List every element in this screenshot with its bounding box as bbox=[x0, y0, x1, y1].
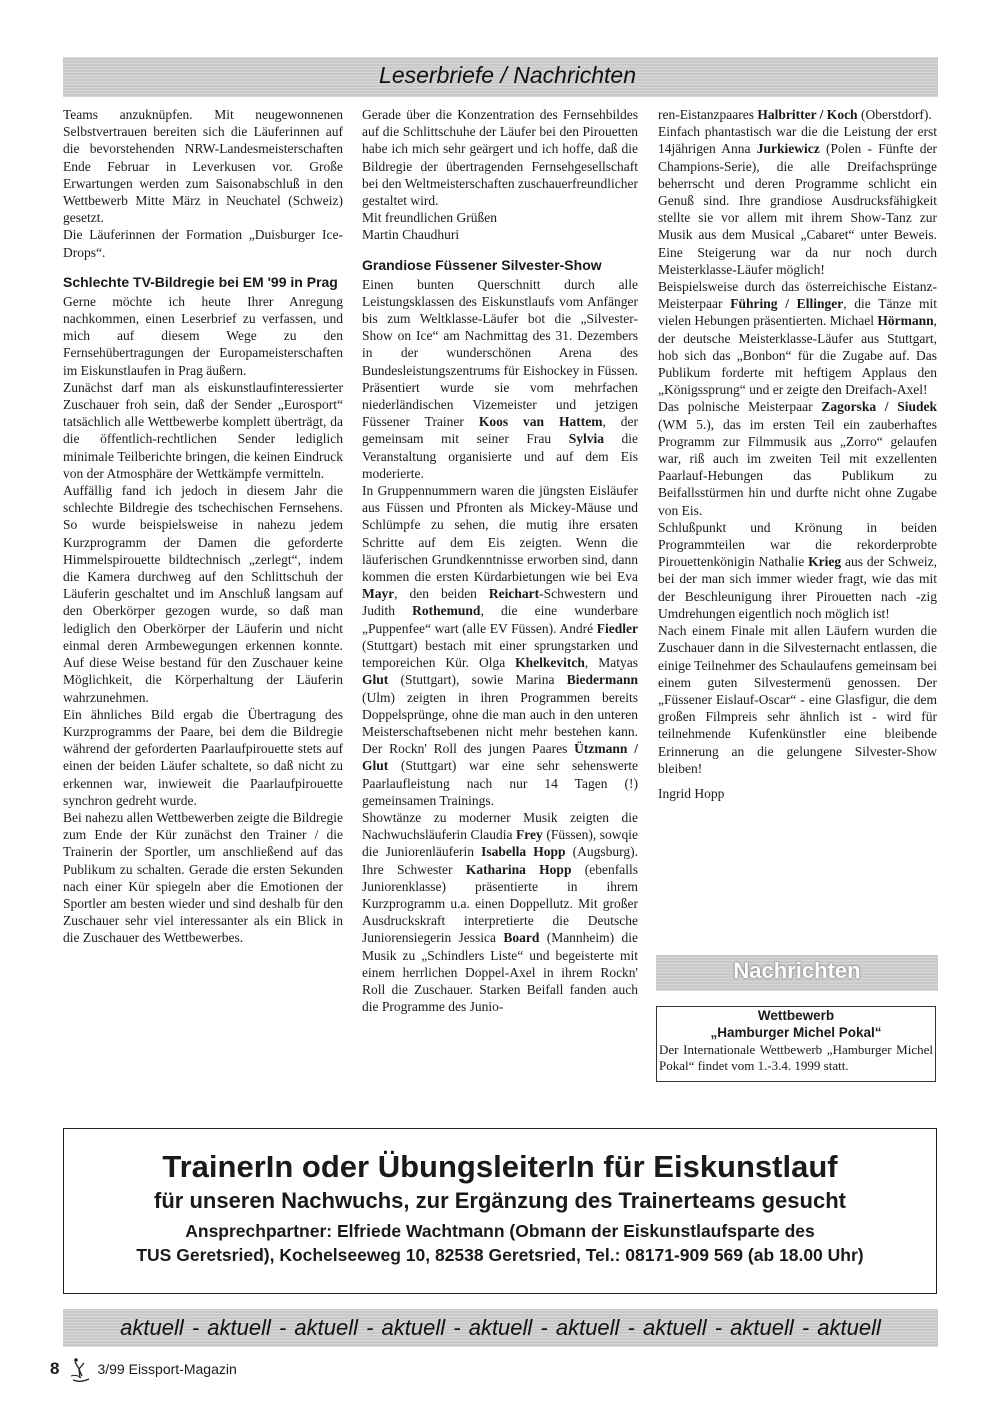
paragraph: Die Läuferinnen der Formation „Duisburger Ice-Drops“. bbox=[63, 227, 343, 260]
name-highlight: Zagorska / Siudek bbox=[821, 399, 937, 415]
ad-contact-line: Ansprechpartner: Elfriede Wachtmann (Obmann der Eiskunstlaufsparte des bbox=[185, 1221, 815, 1241]
name-highlight: Führing / Ellinger bbox=[730, 296, 844, 312]
news-text: Der Internationale Wettbewerb „Hamburger Michel Pokal“ findet vom 1.-3.4. 1999 statt. bbox=[659, 1042, 933, 1073]
name-highlight: Khelkevitch bbox=[515, 655, 585, 671]
paragraph: Das polnische Meisterpaar Zagorska / Siudek (WM 5.), das im ersten Teil ein zauberhaftes Programm zur Filmmusik aus „Zorro“ gelaufen war, riß auch im zweiten Teil mit exzellenten Paarlauf-Hebungen das Publikum zu Beifallsstürmen hin und durfte nicht ohne Zugabe von Eis. bbox=[658, 399, 937, 518]
letter-author: Martin Chaudhuri bbox=[362, 227, 460, 243]
paragraph: Gerade über die Konzentration des Fernsehbildes auf die Schlittschuhe der Läufer bei den Pirouetten habe ich mich sehr geärgert und ich hoffe, daß die Bildregie der übertragenden Fernsehgesellschaft bei den Weltmeisterschaften zuschauerfreundlicher gestaltet wird. bbox=[362, 107, 638, 209]
news-banner bbox=[656, 955, 938, 991]
ad-contact bbox=[64, 1219, 936, 1267]
paragraph: In Gruppennummern waren die jüngsten Eisläufer aus Füssen und Pfronten als Mickey-Mäuse und Schlümpfe zu sehen, die mutig ihre ersaten Schritte auf dem Eis zeigten. Wenn die läuferischen Grundkenntnisse erworben sind, dann kommen die ersten Kürdarbietungen wie bei Eva Mayr, den beiden Reichart-Schwestern und Judith Rothemund, die eine wunderbare „Puppenfee“ wart (alle EV Füssen). André Fiedler (Stuttgart) bestach mit einer sprungstarken und temporeichen Kür. Olga Khelkevitch, Matyas Glut (Stuttgart), sowie Marina Biedermann (Ulm) zeigten in ihren Programmen bereits Doppelsprünge, ohne die man auch in den unteren Meisterschaftsebenen nicht mehr bestehen kann. Der Rockn' Roll des jungen Paares Ützmann / Glut (Stuttgart) war eine sehr sehenswerte Paarlaufleistung nach nur 14 Tagen (!) gemeinsamen Trainings. bbox=[362, 483, 638, 808]
column-1 bbox=[63, 106, 343, 947]
name-highlight: Koos van Hattem bbox=[478, 414, 603, 430]
page-footer bbox=[50, 1354, 237, 1384]
ad-subtitle: für unseren Nachwuchs, zur Ergänzung des Trainerteams gesucht bbox=[154, 1188, 846, 1213]
section-header-banner bbox=[63, 57, 938, 97]
job-advertisement bbox=[63, 1128, 937, 1294]
name-highlight: Board bbox=[503, 930, 540, 946]
news-title-line-2: „Hamburger Michel Pokal“ bbox=[710, 1025, 882, 1040]
name-highlight: Rothemund bbox=[412, 603, 481, 619]
news-item-box bbox=[656, 1006, 936, 1082]
name-highlight: Fiedler bbox=[596, 620, 638, 636]
paragraph: Gerne möchte ich heute Ihrer Anregung nachkommen, einen Leserbrief zu verfassen, und mich auf diesem Wege zu den Fernsehübertragungen der Europameisterschaften im Eiskunstlaufen in Prag äußern. bbox=[63, 293, 343, 378]
paragraph: Ein ähnliches Bild ergab die Übertragung des Kurzprogramms der Paare, bei dem die Bildregie während der geforderten Paarlaufpirouette stets auf einen der beiden Läufer schaltete, so daß nicht zu erkennen war, inwieweit die Paarlaufpirouette synchron gedreht wurde. bbox=[63, 706, 343, 808]
article-heading-silvester-show: Grandiose Füssener Silvester-Show bbox=[362, 256, 602, 273]
name-highlight: Hörmann bbox=[877, 313, 934, 329]
ad-contact-line: TUS Geretsried), Kochelseeweg 10, 82538 Geretsried, Tel.: 08171-909 569 (ab 18.00 Uhr) bbox=[136, 1245, 864, 1265]
paragraph: Teams anzuknüpfen. Mit neugewonnenen Selbstvertrauen bereiten sich die Läuferinnen auf die bevorstehenden NRW-Landesmeisterschaften Ende Februar in Leverkusen vor. Große Erwartungen werden zum Saisonabschluß in den Wettbewerb Mitte März in Neuchatel (Schweiz) gesetzt. bbox=[63, 107, 343, 226]
name-highlight: Frey bbox=[516, 827, 543, 843]
article-author: Ingrid Hopp bbox=[658, 785, 725, 801]
column-3 bbox=[658, 106, 937, 802]
name-highlight: Mayr bbox=[362, 586, 395, 602]
magazine-issue: 3/99 Eissport-Magazin bbox=[97, 1361, 237, 1377]
name-highlight: Krieg bbox=[808, 554, 842, 570]
name-highlight: Sylvia bbox=[568, 431, 604, 447]
paragraph: Zunächst darf man als eiskunstlaufinteressierter Zuschauer froh sein, daß der Sender „Eurosport“ tatsächlich alle Wettbewerbe komplett überträgt, da die öffentlich-rechtlichen Sender lediglich minimale Teilberichte bringen, die keinen Eindruck von der Atmosphäre der Wettkämpfe vermitteln. bbox=[63, 379, 343, 481]
paragraph: Bei nahezu allen Wettbewerben zeigte die Bildregie zum Ende der Kür zunächst den Trainer / die Trainerin der Sportler, um anschließend auf das Publikum zu schalten. Gerade die ersten Sekunden nach einer Kür spiegeln aber die Emotionen der Sportler am besten wieder und sind deshalb für den Zuschauer sehr viel interessanter als ein Blick in die Zuschauer des Wettbewerbes. bbox=[63, 809, 343, 946]
name-highlight: Glut bbox=[362, 672, 389, 688]
aktuell-text: aktuell - aktuell - aktuell - aktuell - aktuell - aktuell - aktuell - aktuell - aktuell bbox=[120, 1315, 881, 1340]
name-highlight: Reichart bbox=[488, 586, 540, 602]
paragraph: Beispielsweise durch das österreichische Eistanz-Meisterpaar Führing / Ellinger, die Tänze mit vielen Hebungen präsentierten. Michael Hörmann, der deutsche Meisterklasse-Läufer aus Stuttgart, hob sich das „Bonbon“ für die Zugabe auf. Das Publikum forderte mit heftigem Applaus den „Königssprung“ und er zeigte den Dreifach-Axel! bbox=[658, 279, 937, 398]
paragraph: Einfach phantastisch war die die Leistung der erst 14jährigen Anna Jurkiewicz (Polen - Fünfte der Champions-Serie), die alle Dreifachsprünge beherrscht und deren Programme schlicht ein Genuß sind. Ihre grandiose Ausdrucksfähigkeit stellte sie vor allem mit ihrem Show-Tanz zur Musik aus dem Musical „Cabaret“ unter Beweis. Eine Steigerung war da nur noch durch Meisterklasse-Läufer möglich! bbox=[658, 124, 937, 277]
column-2 bbox=[362, 106, 638, 1015]
news-banner-title: Nachrichten bbox=[733, 958, 861, 983]
news-title-line-1: Wettbewerb bbox=[757, 1008, 835, 1023]
name-highlight: Halbritter / Koch bbox=[757, 107, 858, 122]
ad-title: TrainerIn oder ÜbungsleiterIn für Eiskunstlauf bbox=[162, 1149, 838, 1184]
letter-greeting: Mit freundlichen Grüßen bbox=[362, 210, 497, 226]
name-highlight: Isabella Hopp bbox=[481, 844, 566, 860]
skater-logo-icon bbox=[67, 1354, 93, 1384]
page-number: 8 bbox=[50, 1359, 60, 1378]
paragraph: Auffällig fand ich jedoch in diesem Jahr die schlechte Bildregie des tschechischen Fernsehens. So wurde beispielsweise in nahezu jedem Kurzprogramm der Damen die geforderte Himmelspirouette bildtechnisch „zerlegt“, indem die Kamera durchweg auf den Schlittschuh der Läuferin geschaltet und im Anschluß langsam auf den Oberkörper gezogen wurde, so daß man lediglich den Oberkörper der Läuferin und nicht einmal deren Armbewegungen erkennen konnte. Auf diese Weise bestand für den Zuschauer keine Möglichkeit, die Körperhaltung der Läuferin wahrzunehmen. bbox=[63, 483, 343, 705]
name-highlight: Jurkiewicz bbox=[756, 141, 820, 157]
article-heading-tv-bildregie: Schlechte TV-Bildregie bei EM '99 in Prag bbox=[63, 273, 338, 290]
paragraph: Nach einem Finale mit allen Läufern wurden die Zuschauer dann in die Silvesternacht entlassen, die einige Teilnehmer des Schaulaufens gemeinsam bei einem guten Silvestermenü genossen. Der „Füssener Eislauf-Oscar“ - eine Glasfigur, die dem großen Filmpreis sehr ähnlich ist - wird für teilnehmende Kufenkünstler eine bleibende Erinnerung an die gelungene Silvester-Show bleiben! bbox=[658, 623, 937, 776]
aktuell-banner bbox=[63, 1309, 938, 1347]
name-highlight: Biedermann bbox=[566, 672, 638, 688]
section-title: Leserbriefe / Nachrichten bbox=[379, 62, 636, 88]
name-highlight: Katharina Hopp bbox=[465, 861, 572, 877]
paragraph: Einen bunten Querschnitt durch alle Leistungsklassen des Eiskunstlaufs vom Anfänger bis zum Weltklasse-Läufer bot die „Silvester-Show on Ice“ am Nachmittag des 31. Dezembers in der wunderschönen Arena des Bundesleistungszentrums für Eishockey in Füssen. Präsentiert wurde sie vom mehrfachen niederländischen Vizemeister und jetzigen Füssener Trainer Koos van Hattem, der gemeinsam mit seiner Frau Sylvia die Veranstaltung organisierte und auf dem Eis moderierte. bbox=[362, 276, 638, 481]
paragraph: ren-Eistanzpaares Halbritter / Koch (Oberstdorf). bbox=[658, 107, 932, 122]
paragraph: Schlußpunkt und Krönung in beiden Programmteilen war die rekorderprobte Pirouettenkönigin Nathalie Krieg aus der Schweiz, bei der man sich immer wieder fragt, wie das mit der Beschleunigung ihrer Pirouetten nach -zig Umdrehungen eigentlich noch möglich ist! bbox=[658, 519, 938, 621]
name-highlight: Ützmann / Glut bbox=[362, 741, 638, 774]
paragraph: Showtänze zu moderner Musik zeigten die Nachwuchsläuferin Claudia Frey (Füssen), sowqie die Juniorenläuferin Isabella Hopp (Augsburg). Ihre Schwester Katharina Hopp (ebenfalls Juniorenklasse) präsentierte in ihrem Kurzprogramm u.a. einen Doppellutz. Mit großer Ausdruckskraft interpretierte die Deutsche Juniorensiegerin Jessica Board (Mannheim) die Musik zu „Schindlers Liste“ und begeisterte mit einem herrlichen Doppel-Axel in ihrem Rockn' Roll die Zuschauer. Starken Beifall fanden auch die Programme des Junio- bbox=[362, 809, 638, 1015]
